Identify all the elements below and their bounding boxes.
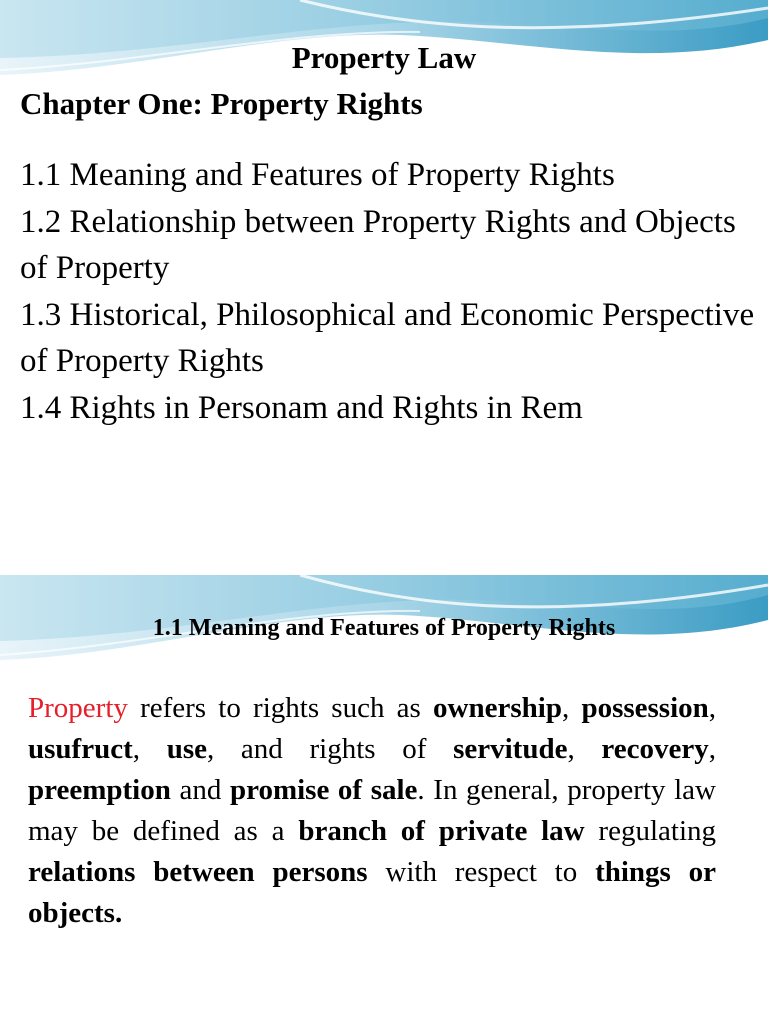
text-run: ,: [708, 733, 717, 765]
keyword-use: use: [166, 733, 207, 765]
keyword-branch-of-private-law: branch of private law: [298, 815, 585, 847]
text-run: ,: [567, 733, 602, 765]
keyword-possession: possession: [581, 692, 709, 724]
list-item: 1.3 Historical, Philosophical and Economic Perspective of Property Rights: [20, 296, 755, 379]
keyword-preemption: preemption: [28, 774, 171, 806]
keyword-relations-between-persons: relations between persons: [28, 856, 368, 888]
definition-paragraph: [28, 688, 716, 934]
text-run: refers to rights such as: [127, 692, 434, 724]
text-run: , and rights of: [206, 733, 454, 765]
list-item: 1.2 Relationship between Property Rights and Objects of Property: [20, 203, 736, 286]
list-item: 1.4 Rights in Personam and Rights in Rem: [20, 389, 583, 426]
slide-2: [0, 575, 768, 1024]
keyword-ownership: ownership: [433, 692, 562, 724]
text-run: and: [170, 774, 230, 806]
keyword-property: Property: [28, 692, 128, 724]
keyword-recovery: recovery: [601, 733, 709, 765]
text-run: regulating: [584, 815, 717, 847]
text-run: ,: [708, 692, 717, 724]
text-run: ,: [561, 692, 582, 724]
text-run: with respect to: [367, 856, 596, 888]
list-item: 1.1 Meaning and Features of Property Rights: [20, 157, 615, 193]
keyword-promise-of-sale: promise of sale: [229, 774, 418, 806]
text-run: ,: [132, 733, 167, 765]
text-run: . In general, property law may be defined as a: [28, 774, 716, 847]
keyword-servitude: servitude: [453, 733, 568, 765]
keyword-things-or-objects: things or objects.: [28, 856, 717, 929]
presentation-title: Property Law: [291, 40, 477, 75]
slide-separator: [0, 560, 768, 575]
topic-list: [20, 152, 760, 431]
chapter-heading: Chapter One: Property Rights: [20, 86, 423, 121]
keyword-usufruct: usufruct: [28, 733, 133, 765]
section-title: 1.1 Meaning and Features of Property Rights: [152, 615, 616, 641]
